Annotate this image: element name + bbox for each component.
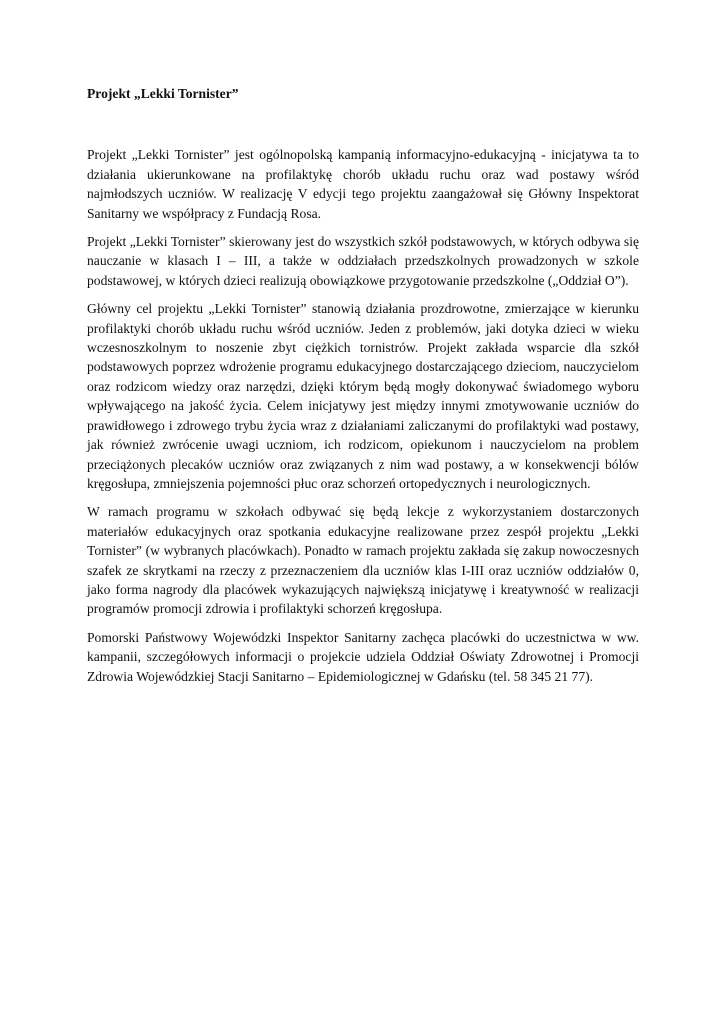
paragraph-main-goal: Główny cel projektu „Lekki Tornister” stanowią działania prozdrowotne, zmierzające w kierunku profilaktyki chorób układu ruchu wśród uczniów. Jeden z problemów, jaki dotyka dzieci w wieku wczesnoszkolnym to noszenie zbyt ciężkich tornistrów. Projekt zakłada wsparcie dla szkół podstawowych poprzez wdrożenie programu edukacyjnego dostarczającego dzieciom, nauczycielom oraz rodzicom wiedzy oraz narzędzi, dzięki którym będą mogły dokonywać świadomego wyboru wpływającego na jakość życia. Celem inicjatywy jest między innymi zmotywowanie uczniów do prawidłowego i zdrowego trybu życia wraz z działaniami zaliczanymi do profilaktyki wad postawy, jak również zwrócenie uwagi uczniom, ich rodzicom, opiekunom i nauczycielom na problem przeciążonych plecaków uczniów oraz związanych z nim wad postawy, a w konsekwencji bólów kręgosłupa, zmniejszenia pojemności płuc oraz schorzeń ortopedycznych i neurologicznych.	[87, 301, 639, 491]
paragraph-intro: Projekt „Lekki Tornister” jest ogólnopolską kampanią informacyjno-edukacyjną - inicjatywa ta to działania ukierunkowane na profilaktykę chorób układu ruchu oraz wad postawy wśród najmłodszych uczniów. W realizację V edycji tego projektu zaangażował się Główny Inspektorat Sanitarny we współpracy z Fundacją Rosa.	[87, 147, 639, 221]
paragraph-program-activities: W ramach programu w szkołach odbywać się będą lekcje z wykorzystaniem dostarczonych materiałów edukacyjnych oraz spotkania edukacyjne realizowane przez zespół projektu „Lekki Tornister” (w wybranych placówkach). Ponadto w ramach projektu zakłada się zakup nowoczesnych szafek ze skrytkami na rzeczy z przeznaczeniem dla uczniów klas I-III oraz uczniów oddziałów 0, jako forma nagrody dla placówek wykazujących największą inicjatywę i kreatywność w realizacji programów promocji zdrowia i profilaktyki schorzeń kręgosłupa.	[87, 504, 639, 617]
document-body	[87, 84, 639, 695]
paragraph-contact-info: Pomorski Państwowy Wojewódzki Inspektor Sanitarny zachęca placówki do uczestnictwa w ww. kampanii, szczegółowych informacji o projekcie udziela Oddział Oświaty Zdrowotnej i Promocji Zdrowia Wojewódzkiej Stacji Sanitarno – Epidemiologicznej w Gdańsku (tel. 58 345 21 77).	[87, 629, 639, 684]
document-title: Projekt „Lekki Tornister”	[87, 86, 239, 101]
paragraph-target-schools: Projekt „Lekki Tornister” skierowany jest do wszystkich szkół podstawowych, w których odbywa się nauczanie w klasach I – III, a także w oddziałach przedszkolnych prowadzonych w szkole podstawowej, w których dzieci realizują obowiązkowe przygotowanie przedszkolne („Oddział O”).	[87, 234, 639, 288]
